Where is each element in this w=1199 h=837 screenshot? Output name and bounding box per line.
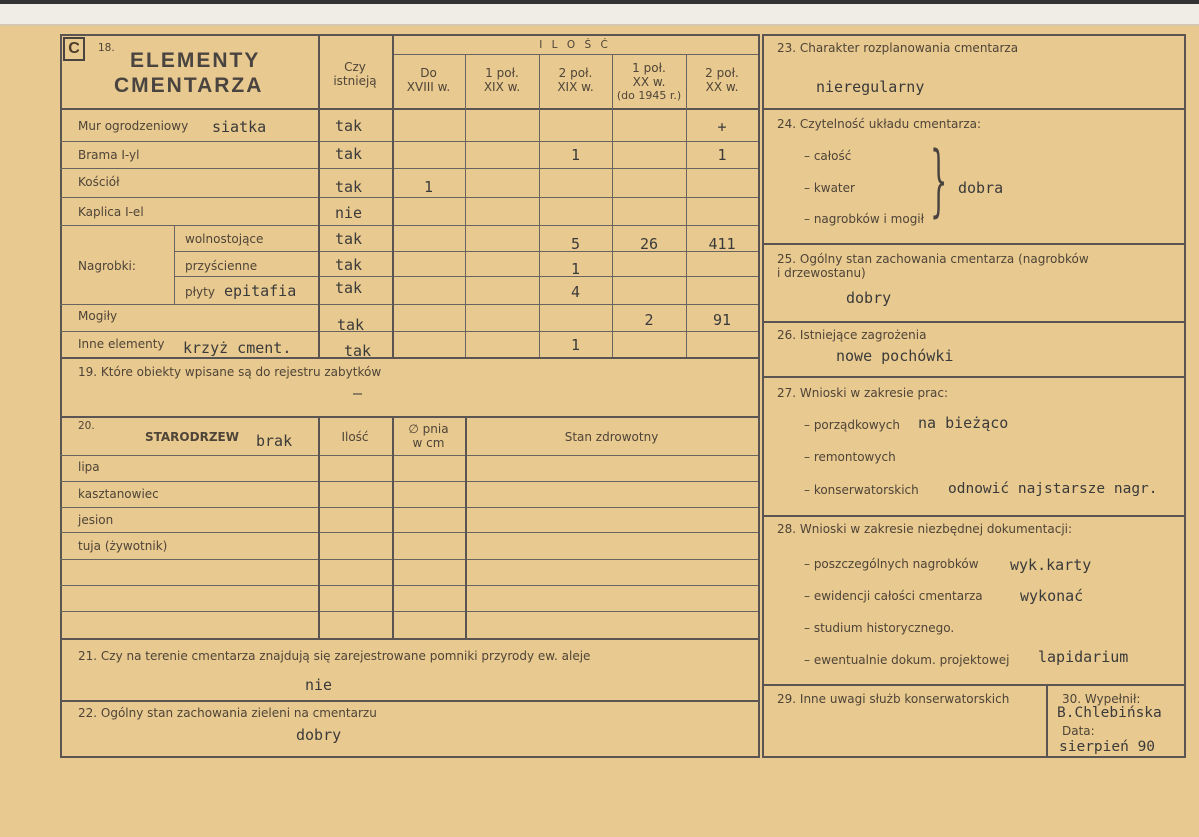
section-19-label: 19. Które obiekty wpisane są do rejestru zabytków [78, 365, 382, 379]
col-exists-line2: istnieją [333, 74, 377, 88]
section-29-label: 29. Inne uwagi służb konserwatorskich [777, 692, 1010, 706]
section-27-label: 27. Wnioski w zakresie prac: [777, 386, 949, 400]
section-27-item-3-label: – konserwatorskich [804, 483, 919, 497]
section-27-item-1-label: – porządkowych [804, 418, 900, 432]
tree-kasztanowiec: kasztanowiec [78, 487, 159, 501]
section-24-item-1: – całość [804, 149, 852, 163]
section-28-item-2-value: wykonać [1020, 587, 1084, 605]
section-28-label: 28. Wnioski w zakresie niezbędnej dokumentacji: [777, 522, 1073, 536]
section-25-label-line1: 25. Ogólny stan zachowania cmentarza (nagrobków [777, 252, 1089, 266]
section-30-name: B.Chlebińska [1057, 705, 1162, 721]
section-28-item-2-label: – ewidencji całości cmentarza [804, 589, 983, 603]
section-24-value: dobra [958, 179, 1004, 197]
section-18-title-line1: ELEMENTY [130, 49, 261, 72]
section-23-value: nieregularny [816, 78, 925, 96]
section-20-typed: brak [256, 432, 293, 450]
section-letter-box: C [63, 37, 85, 61]
section-28-item-4-value: lapidarium [1038, 648, 1129, 666]
sec20-col-diam-line1: ∅ pnia [408, 422, 449, 436]
section-27-item-1-value: na bieżąco [918, 414, 1009, 432]
section-22-label: 22. Ogólny stan zachowania zieleni na cmentarzu [78, 706, 377, 720]
section-26-value: nowe pochówki [836, 347, 954, 365]
section-25-value: dobry [846, 289, 892, 307]
sec20-col-diam-line2: w cm [412, 436, 445, 450]
quantity-group-title: I L O Ś Ć [539, 39, 611, 51]
section-20-number: 20. [78, 420, 95, 432]
sec20-col-qty: Ilość [341, 430, 369, 444]
section-30-label: 30. Wypełnił: [1062, 692, 1141, 706]
section-24-label: 24. Czytelność układu cmentarza: [777, 117, 982, 131]
sec20-col-health: Stan zdrowotny [564, 430, 659, 444]
section-27-item-3-value: odnowić najstarsze nagr. [948, 481, 1158, 497]
col-exists-line1: Czy [344, 60, 366, 74]
section-28-item-1-label: – poszczególnych nagrobków [804, 557, 979, 571]
section-28-item-3-label: – studium historycznego. [804, 621, 955, 635]
section-22-value: dobry [296, 726, 342, 744]
nagrobki-label: Nagrobki: [78, 259, 136, 273]
tree-jesion: jesion [78, 513, 114, 527]
section-28-item-1-value: wyk.karty [1010, 556, 1092, 574]
scan-dark-edge [0, 0, 1199, 4]
section-25-label-line2: i drzewostanu) [777, 266, 866, 280]
tree-tuja: tuja (żywotnik) [78, 539, 168, 553]
section-30-date: sierpień 90 [1059, 739, 1156, 755]
section-26-label: 26. Istniejące zagrożenia [777, 328, 927, 342]
section-19-value: — [353, 384, 363, 402]
section-23-label: 23. Charakter rozplanowania cmentarza [777, 41, 1019, 55]
section-28-item-4-label: – ewentualnie dokum. projektowej [804, 653, 1010, 667]
section-20-title: STARODRZEW [145, 430, 239, 444]
section-27-item-2-label: – remontowych [804, 450, 896, 464]
section-21-label: 21. Czy na terenie cmentarza znajdują się zarejestrowane pomniki przyrody ew. aleje [78, 649, 591, 663]
section-24-item-2: – kwater [804, 181, 855, 195]
section-24-item-3: – nagrobków i mogił [804, 212, 925, 226]
tree-lipa: lipa [78, 460, 100, 474]
section-21-value: nie [305, 676, 333, 694]
section-18-title-line2: CMENTARZA [114, 74, 264, 97]
brace-icon: } [930, 136, 948, 226]
section-30-date-label: Data: [1062, 724, 1095, 738]
section-18-number: 18. [98, 42, 115, 54]
